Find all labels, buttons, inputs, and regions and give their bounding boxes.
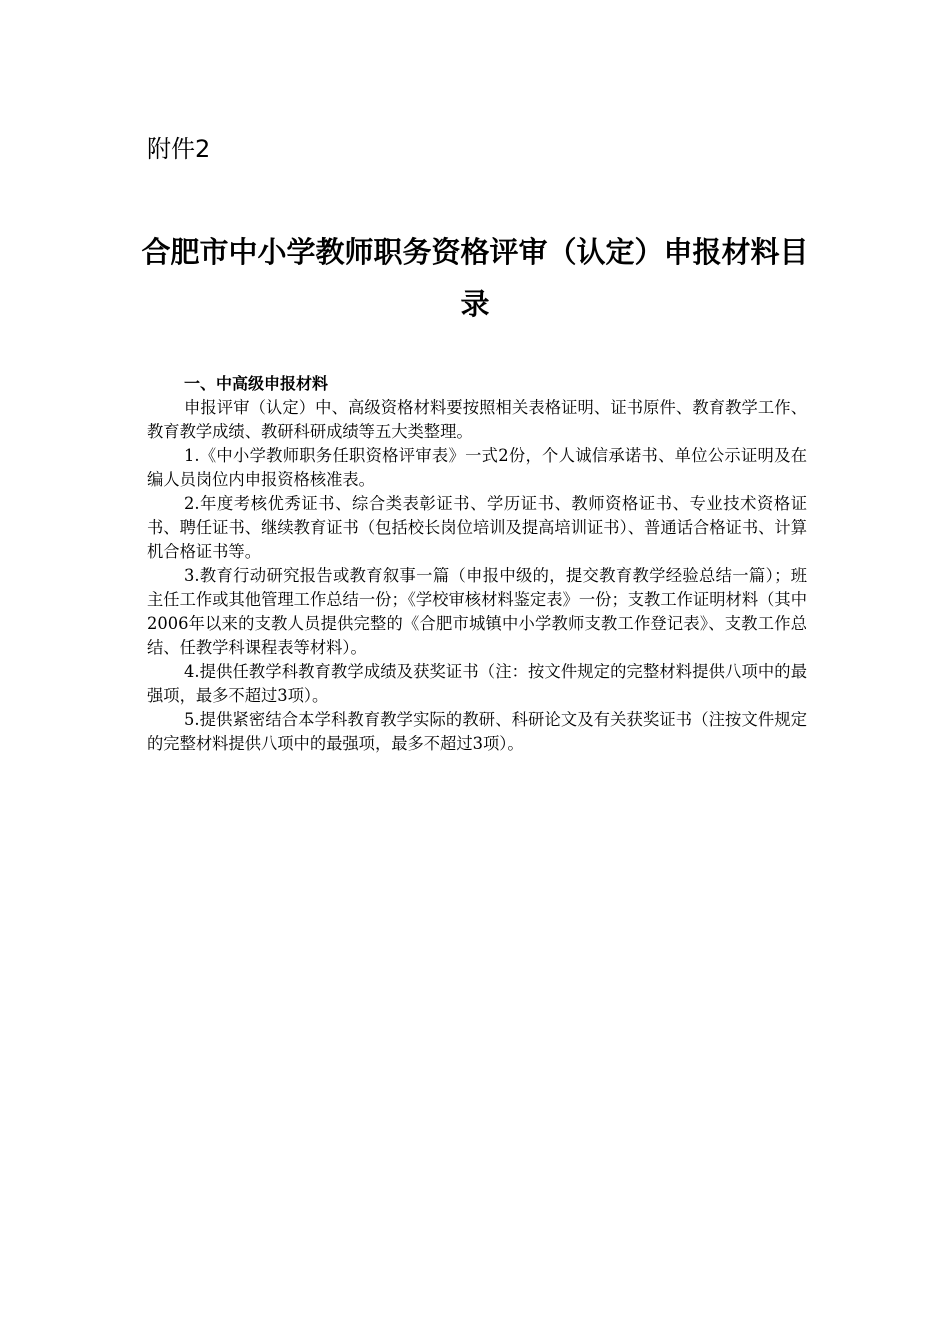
document-title: 合肥市中小学教师职务资格评审（认定）申报材料目录 — [141, 235, 809, 321]
paragraph-item-4: 4.提供任教学科教育教学成绩及获奖证书（注：按文件规定的完整材料提供八项中的最强项，最多不超过3项）。 — [147, 662, 807, 705]
paragraph-item-1: 1.《中小学教师职务任职资格评审表》一式2份，个人诚信承诺书、单位公示证明及在编人员岗位内申报资格核准表。 — [147, 446, 807, 489]
section-senior-materials — [147, 372, 807, 756]
section-heading: 一、中高级申报材料 — [184, 374, 329, 393]
paragraph-item-2: 2.年度考核优秀证书、综合类表彰证书、学历证书、教师资格证书、专业技术资格证书、聘任证书、继续教育证书（包括校长岗位培训及提高培训证书）、普通话合格证书、计算机合格证书等。 — [147, 494, 807, 561]
paragraph-item-5: 5.提供紧密结合本学科教育教学实际的教研、科研论文及有关获奖证书（注按文件规定的完整材料提供八项中的最强项，最多不超过3项）。 — [147, 710, 807, 753]
attachment-label: 附件2 — [147, 135, 211, 163]
paragraph-intro: 申报评审（认定）中、高级资格材料要按照相关表格证明、证书原件、教育教学工作、教育教学成绩、教研科研成绩等五大类整理。 — [147, 398, 807, 441]
paragraph-item-3: 3.教育行动研究报告或教育叙事一篇（申报中级的，提交教育教学经验总结一篇）；班主任工作或其他管理工作总结一份；《学校审核材料鉴定表》一份；支教工作证明材料（其中2006年以来的支教人员提供完整的《合肥市城镇中小学教师支教工作登记表》、支教工作总结、任教学科课程表等材料）。 — [147, 566, 807, 657]
